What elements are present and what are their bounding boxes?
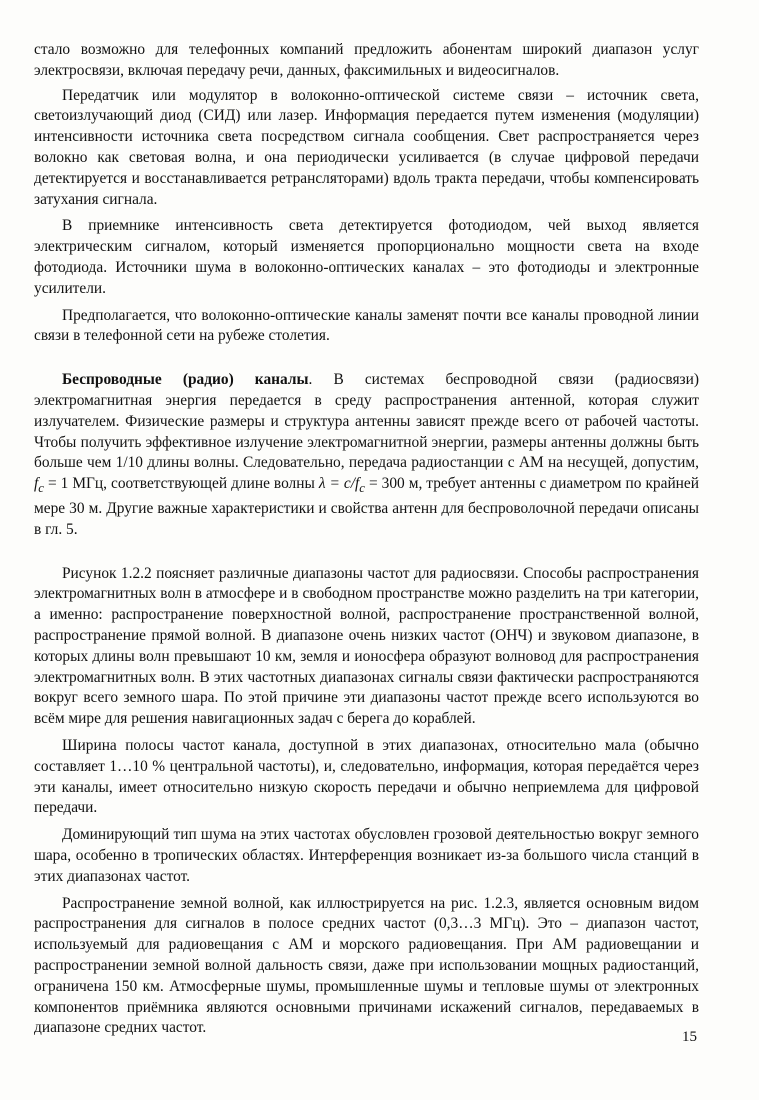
paragraph-1: стало возможно для телефонных компаний предложить абонентам широкий диапазон услуг электросвязи, включая передачу речи, данных, факсимильных и видеосигналов. <box>34 41 699 79</box>
paragraph-5-part-a: . В системах беспроводной связи (радиосвязи) электромагнитная энергия передается в среду распространения антенной, которая служит излучателем. Физические размеры и структура антенны зависят прежде всего от рабочей частоты. Чтобы получить эффективное излучение электромагнитной энергии, размеры антенны должны быть больше чем 1/10 длины волны. Следовательно, передача радиостанции с АМ на несущей, допустим, <box>34 371 699 472</box>
paragraph-2: Передатчик или модулятор в волоконно-оптической системе связи – источник света, светоизлучающий диод (СИД) или лазер. Информация передается путем изменения (модуляции) интенсивности источника света посредством сигнала сообщения. Свет распространяется через волокно как световая волна, и она периодически усиливается (в случае цифровой передачи детектируется и восстанавливается ретрансляторами) вдоль тракта передачи, чтобы компенсировать затухания сигнала. <box>34 86 699 208</box>
paragraph-3: В приемнике интенсивность света детектируется фотодиодом, чей выход является электрическим сигналом, который изменяется пропорционально мощности света на входе фотодиода. Источники шума в волоконно-оптических каналах – это фотодиоды и электронные усилители. <box>34 217 699 297</box>
paragraph-6: Рисунок 1.2.2 поясняет различные диапазоны частот для радиосвязи. Способы распространения электромагнитных волн в атмосфере и в свободном пространстве можно разделить на три категории, а именно: распространение поверхностной волной, распространение пространственной волной, распространение прямой волной. В диапазоне очень низких частот (ОНЧ) и звуковом диапазоне, в которых длины волн превышают 10 км, земля и ионосфера образуют волновод для распространения электромагнитных волн. В этих частотных диапазонах сигналы связи фактически распространяются вокруг всего земного шара. По этой причине эти диапазоны частот прежде всего используются во всём мире для решения навигационных задач с берега до кораблей. <box>34 564 699 728</box>
paragraph-wireless-channels <box>34 370 699 540</box>
formula-lambda: $\lambda = c/f_c$ <box>318 475 365 496</box>
paragraph-5-part-c: = 300 м, требует антенны с диаметром по крайней мере 30 м. Другие важные характеристики и свойства антенн для беспроволочной передачи описаны в гл. 5. <box>34 475 699 538</box>
paragraph-8: Доминирующий тип шума на этих частотах обусловлен грозовой деятельностью вокруг земного шара, особенно в тропических областях. Интерференция возникает из-за большого числа станций в этих диапазонах частот. <box>34 826 699 885</box>
paragraph-4: Предполагается, что волоконно-оптические каналы заменят почти все каналы проводной линии связи в телефонной сети на рубеже столетия. <box>34 306 699 345</box>
paragraph-9: Распространение земной волной, как иллюстрируется на рис. 1.2.3, является основным видом распространения для сигналов в полосе средних частот (0,3…3 МГц). Это – диапазон частот, используемый для радиовещания с АМ и морского радиовещания. При АМ радиовещании и распространении земной волной дальность связи, даже при использовании мощных радиостанций, ограничена 150 км. Атмосферные шумы, промышленные шумы и тепловые шумы от электронных компонентов приёмника являются основными причинами искажений сигналов, передаваемых в диапазоне средних частот. <box>34 894 699 1037</box>
page-number: 15 <box>682 1029 697 1045</box>
paragraph-7: Ширина полосы частот канала, доступной в этих диапазонах, относительно мала (обычно составляет 1…10 % центральной частоты), и, следовательно, информация, которая передаётся через эти каналы, имеет относительно низкую скорость передачи и обычно неприемлема для цифровой передачи. <box>34 736 699 817</box>
formula-fc: $f_c$ <box>34 475 44 496</box>
section-heading-wireless: Беспроводные (радио) каналы <box>62 371 309 389</box>
paragraph-5-part-b: = 1 МГц, соответствующей длине волны <box>43 475 319 493</box>
body-text <box>34 40 699 1039</box>
